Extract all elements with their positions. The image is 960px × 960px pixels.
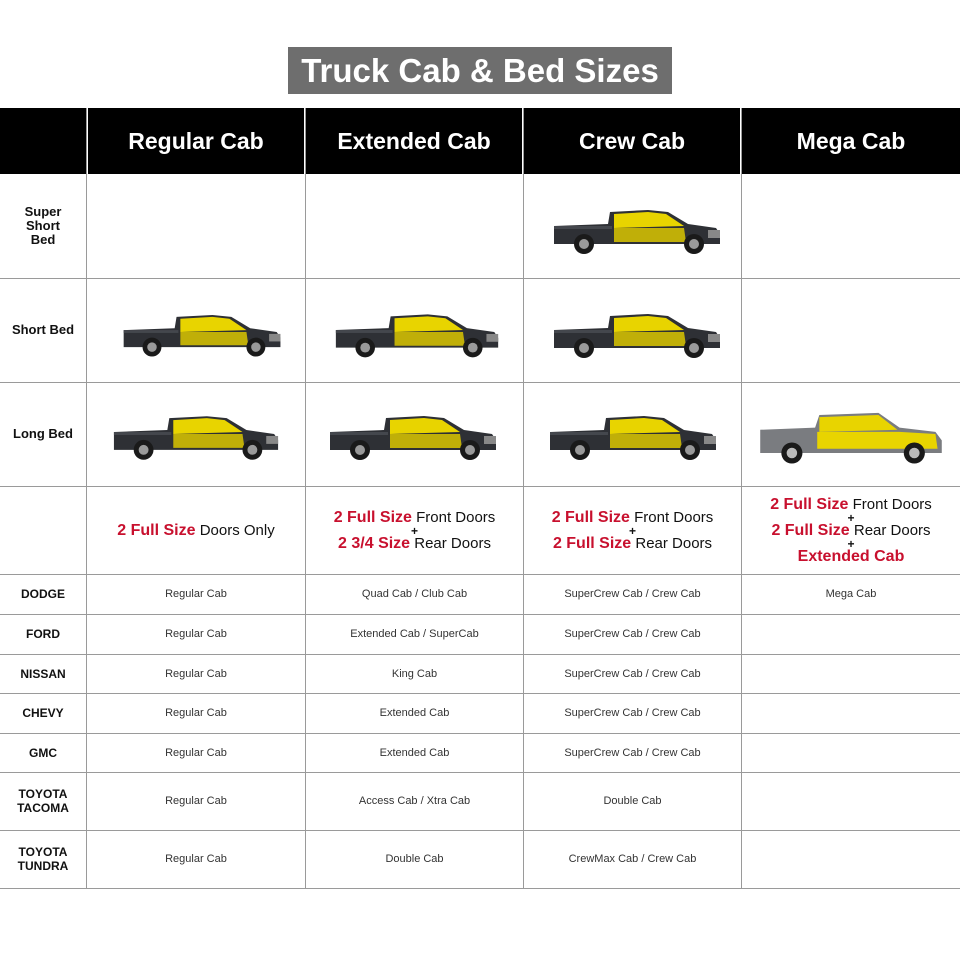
crew-cab-short-bed-truck-icon [548, 302, 728, 362]
brand-cell-crew: SuperCrew Cab / Crew Cab [564, 667, 701, 680]
row-label-long-bed: Long Bed [13, 426, 73, 441]
brand-cell-regular: Regular Cab [165, 795, 227, 807]
brand-label: TOYOTA TACOMA [17, 787, 69, 815]
brand-cell-crew: SuperCrew Cab / Crew Cab [564, 746, 701, 759]
brand-cell-regular: Regular Cab [165, 588, 227, 600]
crew-cab-super-short-bed-truck-icon [548, 198, 728, 258]
brand-cell-mega [742, 830, 960, 888]
brand-label: TOYOTA TUNDRA [17, 845, 69, 873]
regular-cab-short-bed-truck-icon [118, 302, 288, 362]
desc-regular-cab: 2 Full Size Doors Only [117, 521, 275, 539]
header-corner [0, 108, 86, 174]
column-label: Regular Cab [128, 127, 264, 154]
grid-line [0, 888, 960, 889]
brand-label: NISSAN [20, 666, 66, 681]
brand-cell-mega [742, 614, 960, 654]
brand-cell-mega [742, 693, 960, 733]
desc-crew-cab: 2 Full Size Front Doors + 2 Full Size Rear Doors [551, 508, 714, 552]
brand-cell-mega [742, 654, 960, 693]
regular-cab-long-bed-truck-icon [108, 404, 286, 464]
brand-cell-extended: Double Cab [385, 853, 444, 865]
grid-line [0, 278, 960, 279]
brand-cell-regular: Regular Cab [165, 707, 227, 719]
row-label-short-bed: Short Bed [11, 322, 75, 337]
brand-label: GMC [29, 745, 57, 760]
brand-label: CHEVY [22, 706, 64, 720]
grid-line [0, 382, 960, 383]
brand-cell-extended: Extended Cab [379, 746, 450, 759]
brand-cell-regular: Regular Cab [165, 746, 227, 759]
column-label: Extended Cab [337, 127, 491, 154]
brand-cell-extended: Extended Cab [379, 707, 450, 719]
brand-cell-extended: King Cab [391, 667, 438, 680]
brand-cell-mega [742, 772, 960, 830]
column-header-crew-cab [524, 108, 740, 174]
brand-cell-crew: SuperCrew Cab / Crew Cab [564, 628, 701, 640]
brand-cell-crew: SuperCrew Cab / Crew Cab [564, 707, 701, 719]
desc-mega-cab: 2 Full Size Front Doors + 2 Full Size Rear Doors + Extended Cab [770, 495, 932, 565]
column-header-regular-cab [88, 108, 304, 174]
page-title: Truck Cab & Bed Sizes [288, 47, 672, 94]
row-label-super-short-bed: Super Short Bed [24, 204, 62, 247]
mega-cab-long-bed-truck-icon [756, 402, 946, 466]
brand-cell-regular: Regular Cab [165, 628, 227, 640]
brand-cell-extended: Access Cab / Xtra Cab [358, 795, 471, 807]
column-label: Mega Cab [796, 127, 906, 154]
brand-cell-crew: CrewMax Cab / Crew Cab [568, 853, 697, 865]
brand-cell-regular: Regular Cab [165, 667, 227, 680]
brand-cell-crew: Double Cab [603, 795, 662, 807]
extended-cab-short-bed-truck-icon [330, 302, 506, 362]
column-label: Crew Cab [578, 127, 686, 154]
brand-cell-crew: SuperCrew Cab / Crew Cab [564, 588, 701, 600]
brand-cell-mega: Mega Cab [825, 588, 877, 600]
brand-label: DODGE [20, 587, 65, 601]
brand-cell-mega [742, 733, 960, 772]
brand-cell-regular: Regular Cab [165, 853, 227, 865]
brand-cell-extended: Quad Cab / Club Cab [361, 588, 468, 600]
brand-label: FORD [26, 627, 60, 641]
brand-cell-extended: Extended Cab / SuperCab [350, 628, 479, 640]
extended-cab-long-bed-truck-icon [318, 404, 510, 464]
desc-extended-cab: 2 Full Size Front Doors + 2 3/4 Size Rear Doors [333, 508, 496, 552]
crew-cab-long-bed-truck-icon [538, 404, 730, 464]
column-header-extended-cab [306, 108, 522, 174]
column-header-mega-cab [742, 108, 960, 174]
